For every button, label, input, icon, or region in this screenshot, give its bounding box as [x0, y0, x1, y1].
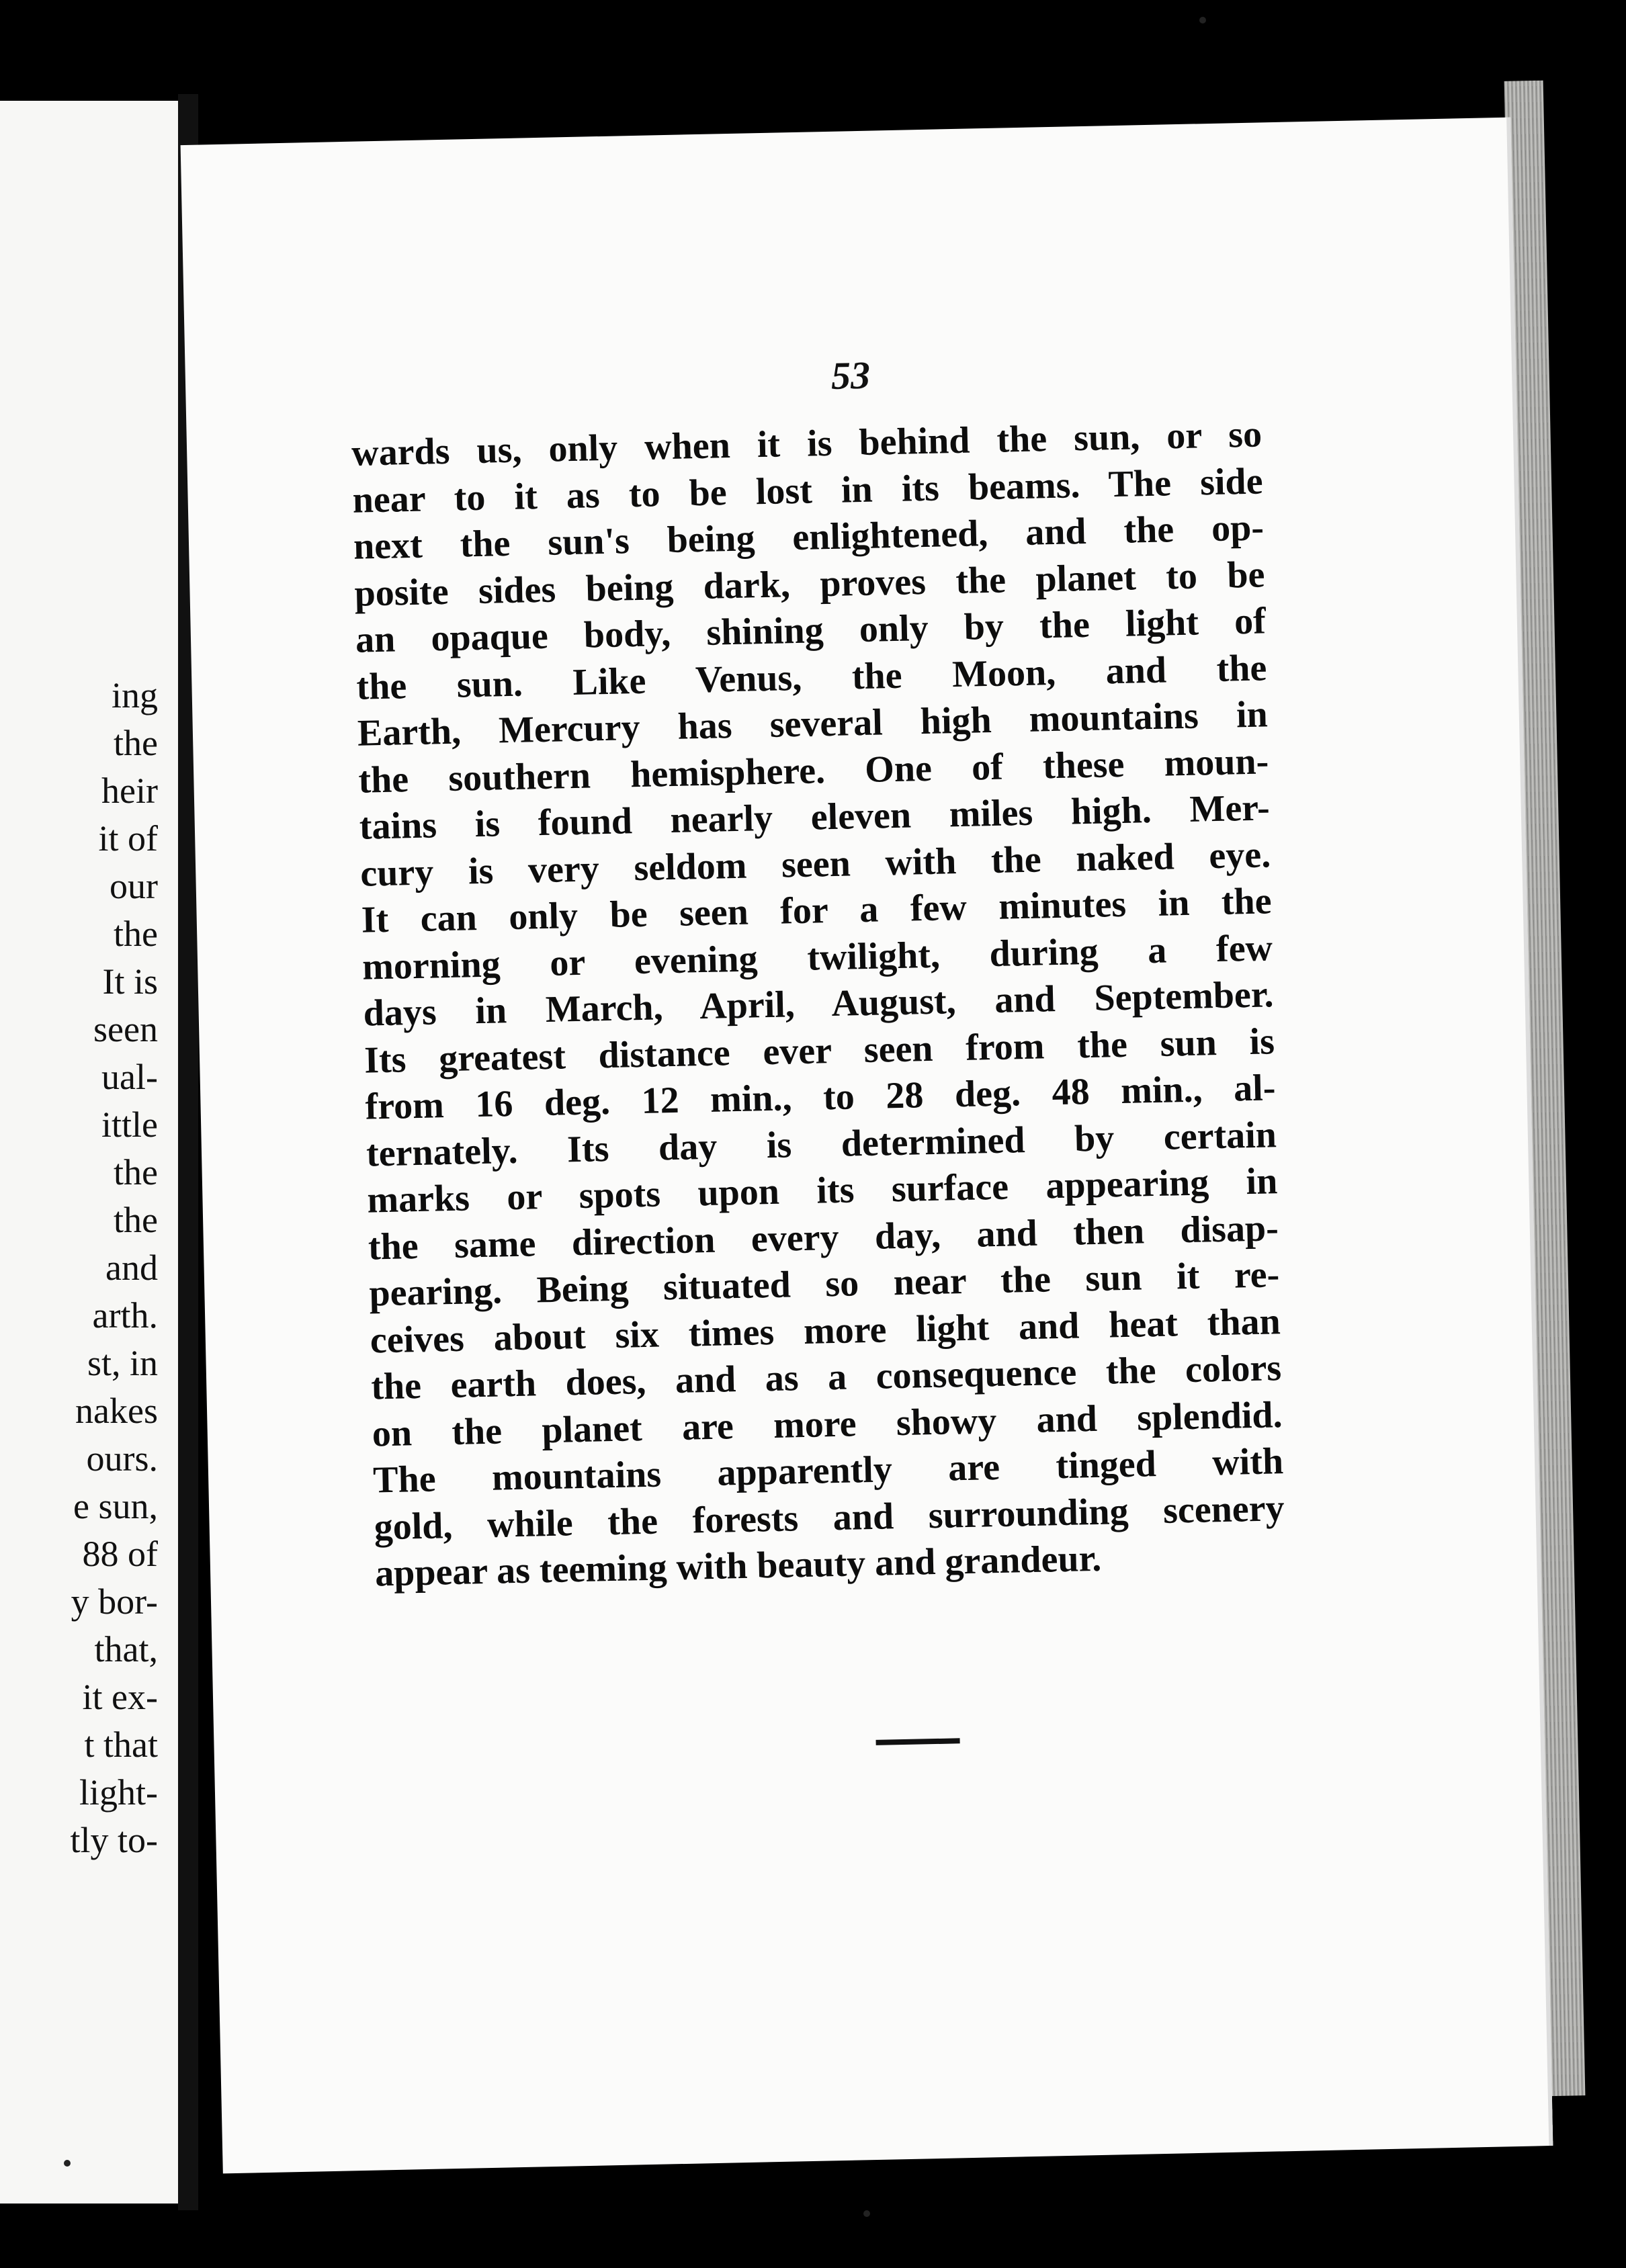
- text-line: The mountains apparently are tinged with: [372, 1440, 1284, 1501]
- left-line: e sun,: [73, 1486, 158, 1526]
- text-line: gold, while the forests and surrounding scenery: [374, 1487, 1285, 1548]
- left-line: it ex-: [82, 1677, 158, 1717]
- left-line: and: [105, 1248, 158, 1288]
- left-line: it of: [98, 818, 158, 859]
- left-line: the: [114, 914, 158, 954]
- text-line: the earth does, and as a consequence the colors: [370, 1347, 1282, 1408]
- text-line: cury is very seldom seen with the naked eye.: [359, 833, 1271, 895]
- left-line: t that: [84, 1725, 158, 1765]
- left-page: [0, 101, 181, 2204]
- text-line: on the planet are more showy and splendid.: [372, 1393, 1283, 1455]
- left-line: the: [114, 1152, 158, 1192]
- left-line: the: [114, 723, 158, 763]
- left-line: nakes: [75, 1391, 158, 1431]
- text-line: from 16 deg. 12 min., to 28 deg. 48 min., al-: [364, 1067, 1276, 1128]
- left-line: the: [114, 1200, 158, 1240]
- text-line: marks or spots upon its surface appearing in: [366, 1160, 1278, 1221]
- left-line: st, in: [87, 1343, 158, 1383]
- bleed-through-text: [527, 1598, 1239, 1613]
- left-page-text: [71, 672, 159, 1864]
- text-line: pearing. Being situated so near the sun it re-: [368, 1254, 1280, 1315]
- right-page: [181, 118, 1553, 2174]
- left-line: tly to-: [70, 1820, 158, 1860]
- text-line: the southern hemisphere. One of these moun-: [357, 740, 1269, 801]
- left-line: ing: [111, 675, 158, 715]
- text-line: near to it as to be lost in its beams. The side: [352, 460, 1264, 521]
- text-line: It can only be seen for a few minutes in the: [361, 880, 1273, 941]
- left-line: 88 of: [82, 1534, 158, 1574]
- scan-speck: [863, 2210, 870, 2217]
- left-line: y bor-: [71, 1581, 158, 1622]
- text-line: ternately. Its day is determined by certain: [366, 1113, 1277, 1175]
- text-line: Its greatest distance ever seen from the sun is: [363, 1020, 1275, 1082]
- text-line: Earth, Mercury has several high mountains in: [357, 693, 1269, 754]
- text-line: wards us, only when it is behind the sun, or so: [351, 413, 1263, 474]
- left-line: arth.: [92, 1295, 158, 1336]
- left-line: seen: [93, 1009, 158, 1049]
- text-line: the same direction every day, and then disap-: [368, 1207, 1279, 1268]
- page-number: 53: [830, 353, 871, 398]
- text-line: morning or evening twilight, during a few: [361, 926, 1273, 988]
- scan-speck: [1199, 17, 1206, 24]
- text-line: posite sides being dark, proves the planet to be: [353, 553, 1265, 615]
- left-line: ours.: [86, 1438, 158, 1479]
- text-line: the sun. Like Venus, the Moon, and the: [355, 646, 1267, 708]
- text-line: days in March, April, August, and September.: [363, 973, 1275, 1035]
- left-line: It is: [102, 961, 158, 1002]
- left-line: our: [110, 866, 158, 906]
- left-line: light-: [79, 1772, 158, 1813]
- text-line: an opaque body, shining only by the light of: [355, 600, 1267, 661]
- left-line: that,: [94, 1629, 158, 1669]
- text-line: ceives about six times more light and heat than: [370, 1300, 1281, 1362]
- left-line: heir: [101, 771, 158, 811]
- section-end-rule: [876, 1738, 960, 1745]
- left-line: ual-: [101, 1057, 158, 1097]
- left-line: ittle: [101, 1104, 158, 1145]
- scan-speck: [64, 2160, 71, 2167]
- text-line: tains is found nearly eleven miles high. Mer-: [359, 787, 1271, 848]
- text-line: next the sun's being enlightened, and the op-: [353, 507, 1265, 568]
- text-line: appear as teeming with beauty and grandeur.: [374, 1537, 1102, 1595]
- page-body-text: [351, 411, 1286, 1597]
